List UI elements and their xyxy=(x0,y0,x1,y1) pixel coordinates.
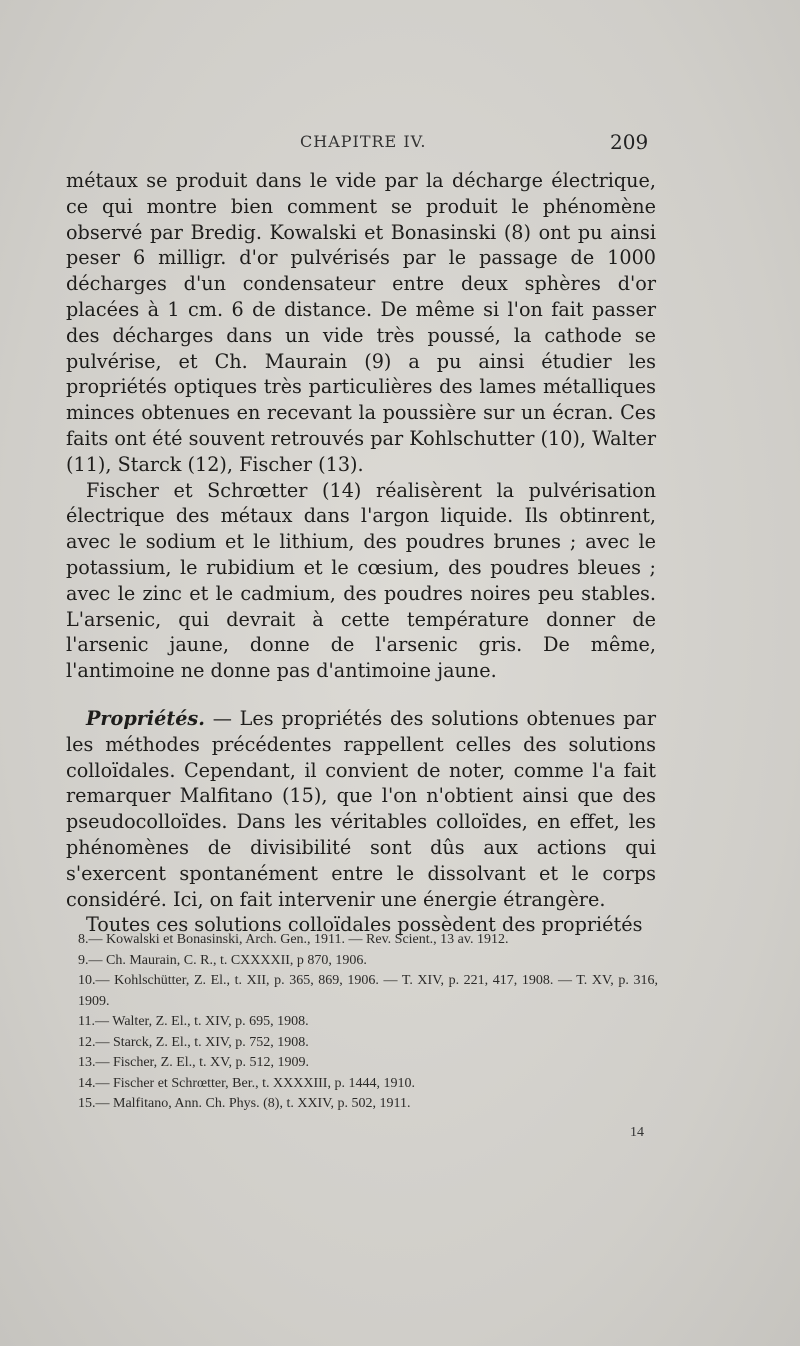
footnote-10: 10.— Kohlschütter, Z. El., t. XII, p. 365, 869, 1906. — T. XIV, p. 221, 417, 1908. — T. XV, p. 316, 1909. xyxy=(78,973,658,1009)
footnote-9: 9.— Ch. Maurain, C. R., t. CXXXXII, p 870, 1906. xyxy=(78,952,367,968)
paragraph-1: métaux se produit dans le vide par la décharge électrique, ce qui montre bien comment se produit le phénomène observé par Bredig. Kowalski et Bonasinski (8) ont pu ainsi peser 6 milligr. d'or pulvérisés par le passage de 1000 décharges d'un condensateur entre deux sphères d'or placées à 1 cm. 6 de distance. De même si l'on fait passer des décharges dans un vide très poussé, la cathode se pulvérise, et Ch. Maurain (9) a pu ainsi étudier les propriétés optiques très particulières des lames métalliques minces obtenues en recevant la poussière sur un écran. Ces faits ont été souvent retrouvés par Kohlschutter (10), Walter (11), Starck (12), Fischer (13). xyxy=(66,169,656,476)
footnote-8: 8.— Kowalski et Bonasinski, Arch. Gen., 1911. — Rev. Scient., 13 av. 1912. xyxy=(78,932,509,947)
paragraph-4: Toutes ces solutions colloïdales possèdent des propriétés xyxy=(86,913,643,937)
chapter-title: CHAPITRE IV. xyxy=(300,132,427,151)
body-text xyxy=(66,168,656,938)
footnote-11: 11.— Walter, Z. El., t. XIV, p. 695, 1908. xyxy=(78,1014,309,1029)
footnote-13: 13.— Fischer, Z. El., t. XV, p. 512, 1909. xyxy=(78,1055,309,1070)
footnote-15: 15.— Malfitano, Ann. Ch. Phys. (8), t. XXIV, p. 502, 1911. xyxy=(78,1096,411,1111)
printer-signature-mark: 14 xyxy=(630,1125,644,1140)
paragraph-2: Fischer et Schrœtter (14) réalisèrent la pulvérisation électrique des métaux dans l'argon liquide. Ils obtinrent, avec le sodium et le lithium, des poudres brunes ; avec le potassium, le rubidium et le cœsium, des poudres bleues ; avec le zinc et le cadmium, des poudres noires peu stables. L'arsenic, qui devrait à cette température donner de l'arsenic jaune, donne de l'arsenic gris. De même, l'antimoine ne donne pas d'antimoine jaune. xyxy=(66,478,656,683)
paragraph-3-text: — Les propriétés des solutions obtenues par les méthodes précédentes rappellent celles des solutions colloïdales. Cependant, il convient de noter, comme l'a fait remarquer Malfitano (15), que l'on n'obtient ainsi que des pseudocolloïdes. Dans les véritables colloïdes, en effet, les phénomènes de divisibilité sont dûs aux actions qui s'exercent spontanément entre le dissolvant et le corps considéré. Ici, on fait intervenir une énergie étrangère. xyxy=(66,706,656,911)
page-number: 209 xyxy=(610,130,649,154)
footnote-12: 12.— Starck, Z. El., t. XIV, p. 752, 1908. xyxy=(78,1034,309,1050)
paragraph-3 xyxy=(66,706,656,912)
footnote-14: 14.— Fischer et Schrœtter, Ber., t. XXXXIII, p. 1444, 1910. xyxy=(78,1075,415,1091)
section-lead: Propriétés. xyxy=(86,706,205,730)
running-header xyxy=(0,132,800,156)
footnotes xyxy=(78,930,658,1115)
